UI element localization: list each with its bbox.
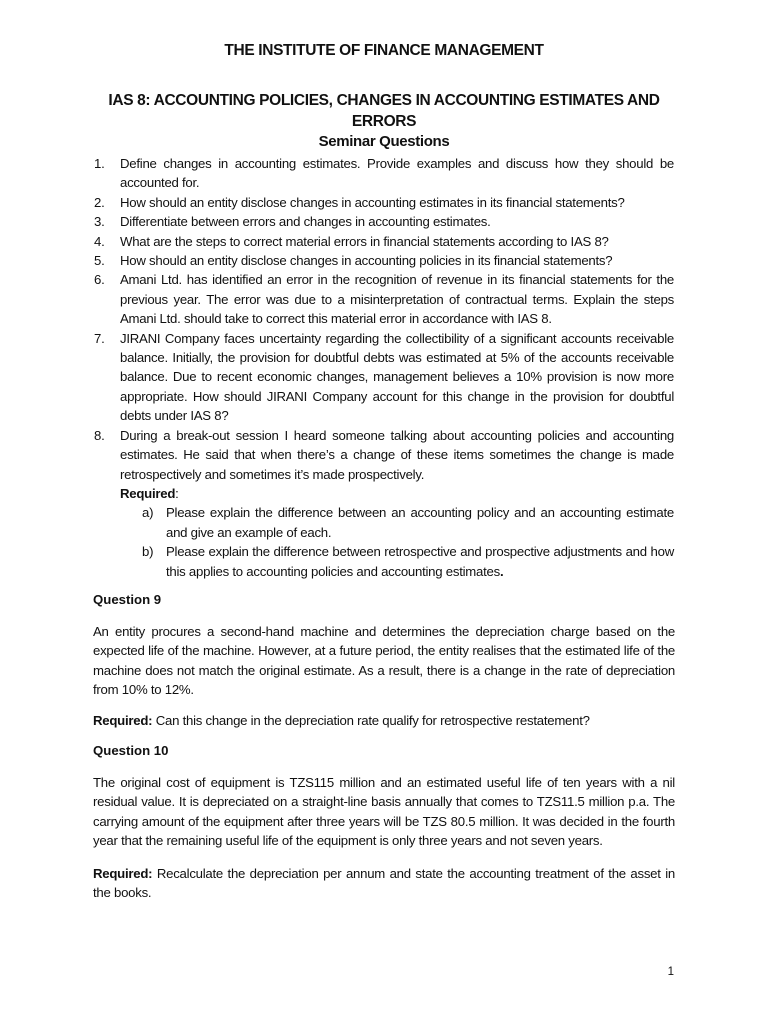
sub-list-item <box>120 503 674 542</box>
sub-item-text: Please explain the difference between an accounting policy and an accounting estimate and give an example of each. <box>166 505 674 540</box>
list-item <box>94 270 674 328</box>
sub-item-end: . <box>499 563 504 579</box>
question-9-heading: Question 9 <box>93 592 162 607</box>
list-item <box>94 193 674 212</box>
question-10-required <box>93 864 675 903</box>
question-text: How should an entity disclose changes in accounting policies in its financial statements? <box>120 253 613 269</box>
question-text: During a break-out session I heard someone talking about accounting policies and accounting estimates. He said that when there’s a change of these items sometimes the change is made retrospectively and sometimes it’s made prospectively. <box>120 427 674 482</box>
list-item <box>94 426 674 581</box>
question-text: What are the steps to correct material errors in financial statements according to IAS 8? <box>120 233 609 249</box>
section-title: Seminar Questions <box>318 133 450 150</box>
sub-item-letter: a) <box>142 505 154 521</box>
page-number: 1 <box>667 966 674 978</box>
list-item <box>94 251 674 270</box>
required-label: Required: <box>93 713 153 728</box>
required-label: Required <box>120 485 176 501</box>
required-text: Recalculate the depreciation per annum and state the accounting treatment of the asset in the books. <box>93 866 675 901</box>
institution-title: THE INSTITUTE OF FINANCE MANAGEMENT <box>224 42 544 59</box>
course-title: IAS 8: ACCOUNTING POLICIES, CHANGES IN ACCOUNTING ESTIMATES AND ERRORS <box>108 92 660 130</box>
question-10-heading: Question 10 <box>93 743 169 758</box>
list-item <box>94 232 674 251</box>
sub-item-letter: b) <box>142 544 154 560</box>
seminar-question-list <box>94 154 674 581</box>
question-9-required <box>93 711 675 730</box>
question-number: 7. <box>94 330 105 346</box>
question-number: 6. <box>94 272 105 288</box>
question-text-block <box>120 426 674 581</box>
sub-list-item <box>120 542 674 581</box>
question-text: Differentiate between errors and changes in accounting estimates. <box>120 214 491 230</box>
required-text: Can this change in the depreciation rate qualify for retrospective restatement? <box>152 713 590 728</box>
question-text: Define changes in accounting estimates. Provide examples and discuss how they should be accounted for. <box>120 156 674 191</box>
required-label: Required: <box>93 866 153 881</box>
question-text: Amani Ltd. has identified an error in the recognition of revenue in its financial statements for the previous year. The error was due to a misinterpretation of contractual terms. Explain the steps Amani Ltd. should take to correct this material error in accordance with IAS 8. <box>120 272 674 327</box>
question-9-body: An entity procures a second-hand machine and determines the depreciation charge based on the expected life of the machine. However, at a future period, the entity realises that the estimated life of the machine does not match the original estimate. As a result, there is a change in the rate of depreciation from 10% to 12%. <box>93 624 675 698</box>
list-item <box>94 329 674 426</box>
sub-item-text-wrap <box>166 542 674 581</box>
required-line <box>120 484 674 503</box>
question-text: JIRANI Company faces uncertainty regarding the collectibility of a significant accounts receivable balance. Initially, the provision for doubtful debts was estimated at 5% of the accounts receivable balance. Due to recent economic changes, management believes a 10% provision is now more appropriate. How should JIRANI Company account for this change in the provision for doubtful debts under IAS 8? <box>120 330 674 424</box>
question-number: 4. <box>94 233 105 249</box>
sub-item-text: Please explain the difference between retrospective and prospective adjustments and how this applies to accounting policies and accounting estimates <box>166 544 674 579</box>
list-item <box>94 212 674 231</box>
required-sub-list <box>120 503 674 581</box>
question-number: 1. <box>94 156 105 171</box>
question-number: 2. <box>94 194 105 210</box>
list-item <box>94 154 674 193</box>
question-number: 3. <box>94 214 105 230</box>
question-number: 5. <box>94 253 105 269</box>
required-colon: : <box>175 485 179 501</box>
question-number: 8. <box>94 427 105 443</box>
question-text: How should an entity disclose changes in accounting estimates in its financial statements? <box>120 194 625 210</box>
question-10-body: The original cost of equipment is TZS115 million and an estimated useful life of ten years with a nil residual value. It is depreciated on a straight-line basis annually that comes to TZS11.5 million p.a. The carrying amount of the equipment after three years will be TZS 80.5 million. It was decided in the fourth year that the remaining useful life of the equipment is only three years and not seven years. <box>93 775 675 849</box>
